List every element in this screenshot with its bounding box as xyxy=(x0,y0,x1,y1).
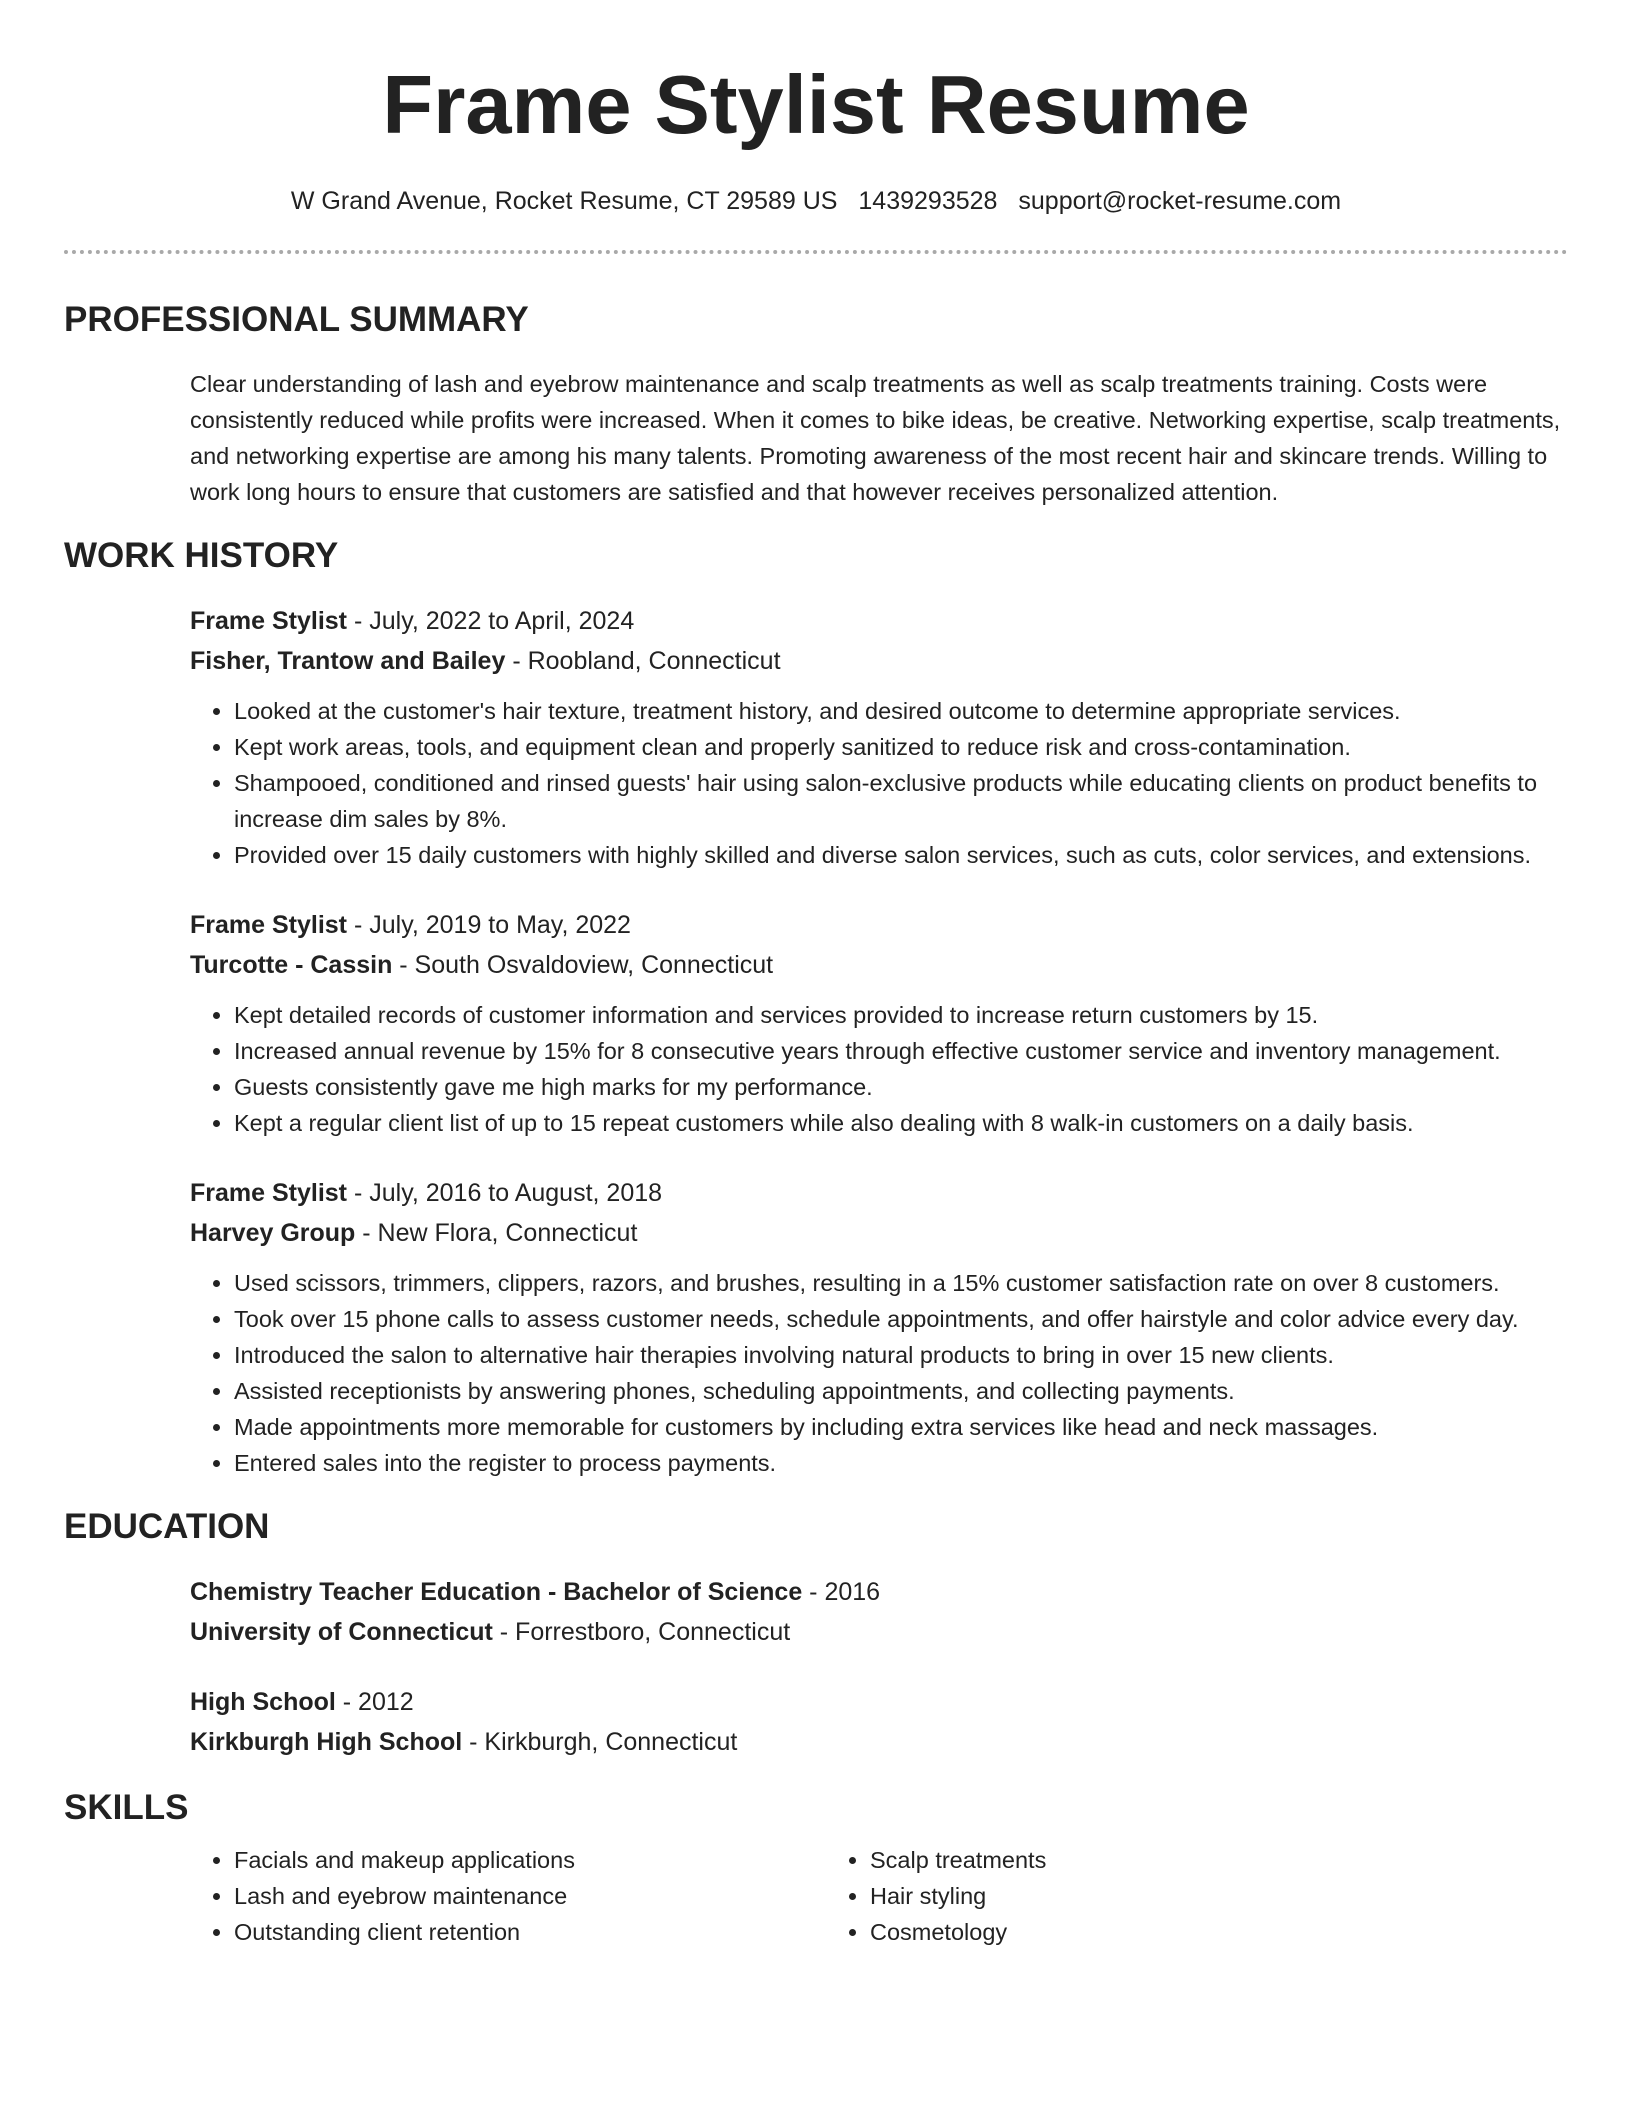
education-location: - Kirkburgh, Connecticut xyxy=(462,1728,738,1756)
job-bullet: • Guests consistently gave me high marks for my performance. xyxy=(234,1069,1568,1105)
education-school: University of Connecticut xyxy=(190,1618,493,1646)
summary-heading: PROFESSIONAL SUMMARY xyxy=(64,300,529,339)
education-year: - 2012 xyxy=(335,1688,414,1716)
job-entry xyxy=(190,905,1568,1141)
skills-list-left xyxy=(190,1842,826,1950)
contact-address: W Grand Avenue, Rocket Resume, CT 29589 US xyxy=(290,187,838,215)
job-bullet: • Assisted receptionists by answering phones, scheduling appointments, and collecting payments. xyxy=(234,1373,1568,1409)
job-dates: - July, 2016 to August, 2018 xyxy=(347,1179,663,1207)
job-company: Harvey Group xyxy=(190,1219,356,1247)
job-bullet: • Shampooed, conditioned and rinsed guests' hair using salon-exclusive products while educating clients on product benefits to increase dim sales by 8%. xyxy=(234,765,1568,837)
education-degree: Chemistry Teacher Education - Bachelor of Science xyxy=(190,1578,803,1606)
job-bullet: • Entered sales into the register to process payments. xyxy=(234,1445,1568,1481)
education-entry xyxy=(190,1572,1568,1652)
job-bullets xyxy=(190,997,1568,1141)
skill-item: • Lash and eyebrow maintenance xyxy=(234,1878,826,1914)
education-location: - Forrestboro, Connecticut xyxy=(492,1618,791,1646)
job-bullets xyxy=(190,1265,1568,1481)
job-title-line xyxy=(190,1173,1568,1213)
job-bullets xyxy=(190,693,1568,873)
job-location: - South Osvaldoview, Connecticut xyxy=(392,951,774,979)
skills-heading: SKILLS xyxy=(64,1788,189,1827)
job-bullet: • Provided over 15 daily customers with highly skilled and diverse salon services, such as cuts, color services, and extensions. xyxy=(234,837,1568,873)
job-title: Frame Stylist xyxy=(190,607,348,635)
work-history-heading: WORK HISTORY xyxy=(64,536,339,575)
job-company-line xyxy=(190,1213,1568,1253)
job-title-line xyxy=(190,905,1568,945)
skill-item: • Cosmetology xyxy=(870,1914,1462,1950)
job-location: - Roobland, Connecticut xyxy=(505,647,781,675)
education-year: - 2016 xyxy=(802,1578,881,1606)
job-bullet: • Introduced the salon to alternative hair therapies involving natural products to bring in over 15 new clients. xyxy=(234,1337,1568,1373)
summary-text: Clear understanding of lash and eyebrow maintenance and scalp treatments as well as scalp treatments training. Costs were consistently reduced while profits were increased. When it comes to bike ideas, be creative. Networking expertise, scalp treatments, and networking expertise are among his many talents. Promoting awareness of the most recent hair and skincare trends. Willing to work long hours to ensure that customers are satisfied and that however receives personalized attention. xyxy=(190,371,1561,505)
job-bullet: • Made appointments more memorable for customers by including extra services like head and neck massages. xyxy=(234,1409,1568,1445)
job-bullet: • Increased annual revenue by 15% for 8 consecutive years through effective customer service and inventory management. xyxy=(234,1033,1568,1069)
job-company-line xyxy=(190,945,1568,985)
skill-item: • Scalp treatments xyxy=(870,1842,1462,1878)
job-dates: - July, 2019 to May, 2022 xyxy=(347,911,631,939)
skills-columns xyxy=(190,1842,1568,1950)
resume-title: Frame Stylist Resume xyxy=(382,58,1250,151)
contact-line xyxy=(64,186,1568,216)
education-entry xyxy=(190,1682,1568,1762)
job-entry xyxy=(190,1173,1568,1481)
education-degree-line xyxy=(190,1572,1568,1612)
job-bullet: • Kept work areas, tools, and equipment clean and properly sanitized to reduce risk and cross-contamination. xyxy=(234,729,1568,765)
job-dates: - July, 2022 to April, 2024 xyxy=(347,607,635,635)
job-bullet: • Used scissors, trimmers, clippers, razors, and brushes, resulting in a 15% customer satisfaction rate on over 8 customers. xyxy=(234,1265,1568,1301)
job-bullet: • Took over 15 phone calls to assess customer needs, schedule appointments, and offer hairstyle and color advice every day. xyxy=(234,1301,1568,1337)
education-degree: High School xyxy=(190,1688,336,1716)
job-entry xyxy=(190,601,1568,873)
education-school-line xyxy=(190,1612,1568,1652)
job-bullet: • Kept detailed records of customer information and services provided to increase return customers by 15. xyxy=(234,997,1568,1033)
job-title: Frame Stylist xyxy=(190,1179,348,1207)
education-heading: EDUCATION xyxy=(64,1507,270,1546)
job-bullet: • Kept a regular client list of up to 15 repeat customers while also dealing with 8 walk-in customers on a daily basis. xyxy=(234,1105,1568,1141)
job-location: - New Flora, Connecticut xyxy=(355,1219,638,1247)
job-company: Fisher, Trantow and Bailey xyxy=(190,647,506,675)
skill-item: • Hair styling xyxy=(870,1878,1462,1914)
job-title-line xyxy=(190,601,1568,641)
job-bullet: • Looked at the customer's hair texture, treatment history, and desired outcome to determine appropriate services. xyxy=(234,693,1568,729)
contact-phone: 1439293528 xyxy=(858,187,998,215)
header-divider xyxy=(64,250,1568,254)
job-title: Frame Stylist xyxy=(190,911,348,939)
job-company: Turcotte - Cassin xyxy=(190,951,393,979)
education-school-line xyxy=(190,1722,1568,1762)
job-company-line xyxy=(190,641,1568,681)
skill-item: • Outstanding client retention xyxy=(234,1914,826,1950)
education-degree-line xyxy=(190,1682,1568,1722)
skills-list-right xyxy=(826,1842,1462,1950)
education-school: Kirkburgh High School xyxy=(190,1728,463,1756)
contact-email: support@rocket-resume.com xyxy=(1018,187,1342,215)
skill-item: • Facials and makeup applications xyxy=(234,1842,826,1878)
